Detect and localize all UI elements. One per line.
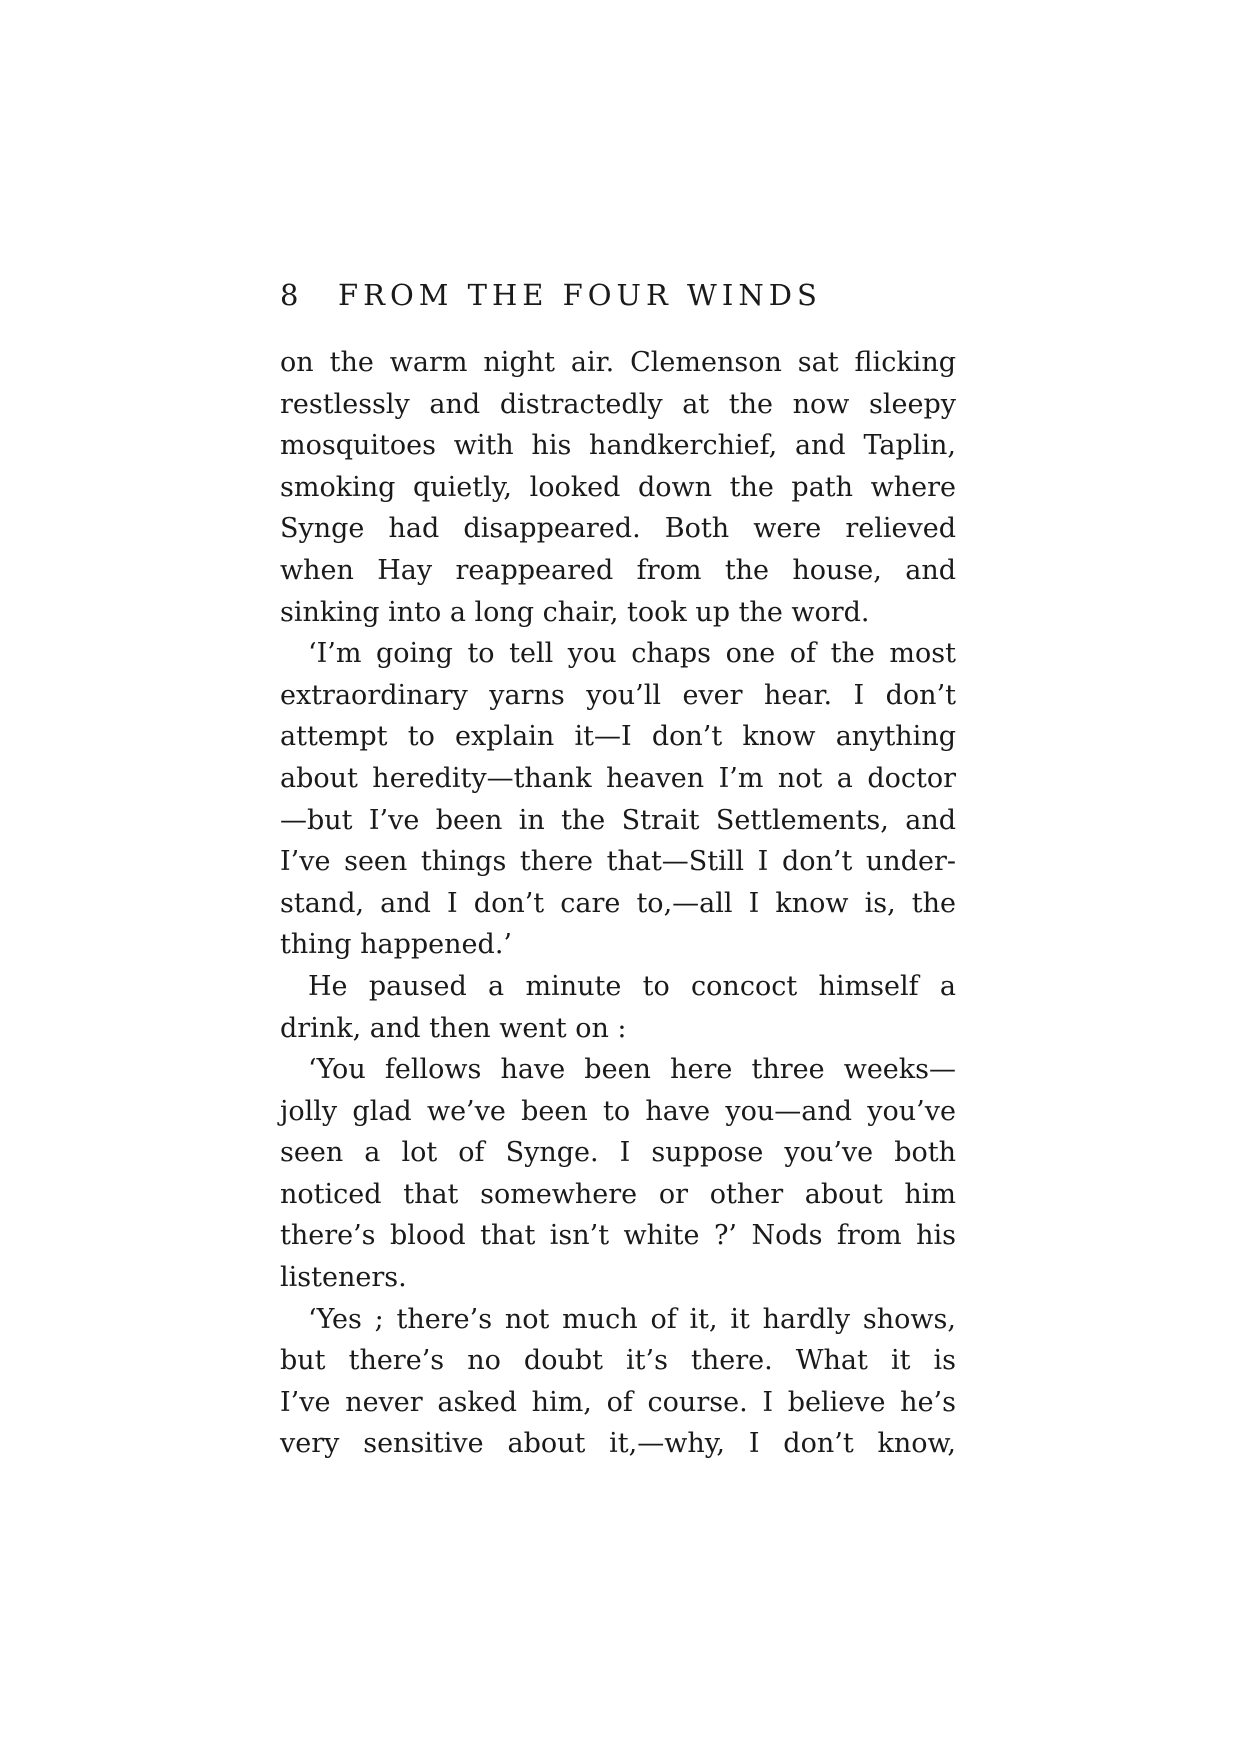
text-line: extraordinary yarns you’ll ever hear. I don’t bbox=[280, 679, 956, 711]
text-line: Synge had disappeared. Both were relieved bbox=[280, 513, 956, 545]
text-line: —but I’ve been in the Strait Settlements, and bbox=[280, 804, 956, 836]
text-line: ‘Yes ; there’s not much of it, it hardly shows, bbox=[308, 1303, 956, 1335]
text-line: I’ve seen things there that—Still I don’t under- bbox=[280, 846, 956, 878]
text-line: mosquitoes with his handkerchief, and Taplin, bbox=[280, 430, 956, 462]
text-line: thing happened.’ bbox=[280, 929, 512, 961]
text-line: ‘You fellows have been here three weeks— bbox=[308, 1054, 956, 1086]
running-head bbox=[280, 278, 960, 312]
text-line: He paused a minute to concoct himself a bbox=[308, 970, 956, 1002]
text-line: very sensitive about it,—why, I don’t know, bbox=[280, 1428, 956, 1460]
text-line: when Hay reappeared from the house, and bbox=[280, 554, 956, 586]
text-line: stand, and I don’t care to,—all I know is, the bbox=[280, 887, 956, 919]
text-line: seen a lot of Synge. I suppose you’ve both bbox=[280, 1137, 956, 1169]
text-line: jolly glad we’ve been to have you—and you’ve bbox=[280, 1095, 956, 1127]
text-line: noticed that somewhere or other about him bbox=[280, 1178, 956, 1210]
text-line: there’s blood that isn’t white ?’ Nods from his bbox=[280, 1220, 956, 1252]
text-line: I’ve never asked him, of course. I believe he’s bbox=[280, 1386, 956, 1418]
body-text bbox=[280, 342, 956, 1465]
text-line: about heredity—thank heaven I’m not a doctor bbox=[280, 762, 956, 794]
text-line: ‘I’m going to tell you chaps one of the most bbox=[308, 638, 956, 670]
text-line: listeners. bbox=[280, 1262, 407, 1294]
text-line: restlessly and distractedly at the now sleepy bbox=[280, 388, 956, 420]
text-line: drink, and then went on : bbox=[280, 1012, 627, 1044]
page-number: 8 bbox=[280, 278, 299, 312]
text-line: sinking into a long chair, took up the word. bbox=[280, 596, 870, 628]
text-line: on the warm night air. Clemenson sat flicking bbox=[280, 347, 956, 378]
text-line: attempt to explain it—I don’t know anything bbox=[280, 721, 956, 753]
text-line: but there’s no doubt it’s there. What it is bbox=[280, 1345, 956, 1377]
book-title: FROM THE FOUR WINDS bbox=[338, 278, 822, 312]
text-line: smoking quietly, looked down the path where bbox=[280, 471, 956, 503]
